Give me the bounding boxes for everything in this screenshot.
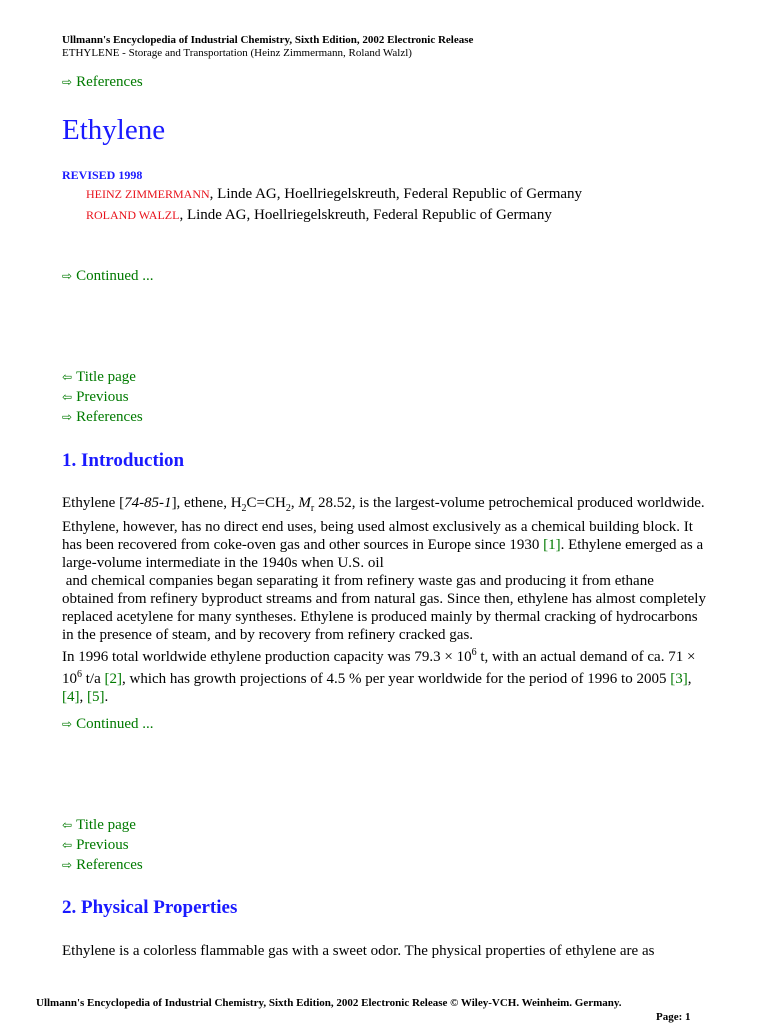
nav-links-1 [62,367,143,427]
arrow-left-icon: ⇦ [62,838,73,852]
section-heading-introduction: 1. Introduction [62,450,185,471]
citation-link[interactable]: [2] [104,671,122,687]
continued-link[interactable]: ⇨ Continued ... [62,268,154,284]
author-2 [86,205,582,226]
author-1 [86,184,582,205]
citation-link[interactable]: [4] [62,689,80,705]
header-subtitle: ETHYLENE - Storage and Transportation (Heinz Zimmermann, Roland Walzl) [62,47,412,59]
continued-link-2[interactable]: ⇨ Continued ... [62,716,154,732]
author-affiliation: , Linde AG, Hoellriegelskreuth, Federal Republic of Germany [179,207,552,223]
author-name: HEINZ ZIMMERMANN [86,187,210,201]
citation-link[interactable]: [3] [670,671,688,687]
revised-date: REVISED 1998 [62,168,143,182]
intro-paragraph: Ethylene [74-85-1], ethene, $H_2C=CH_2$, $M_r$ 28.52, is the largest-volume petrochemical produced worldwide. Ethylene, however, has no direct end uses, being used almost exclusively as a chemical building block. It has been recovered from coke-oven gas and other sources in Europe since 1930 [1]. Ethylene emerged as a large-volume intermediate in the 1940s when U.S. oil and chemical companies began separating it from refinery waste gas and producing it from ethane obtained from refinery byproduct streams and from natural gas. Since then, ethylene has almost completely replaced acetylene for many syntheses. Ethylene is produced mainly by thermal cracking of hydrocarbons in the presence of steam, and by recovery from refinery cracked gas. In 1996 total worldwide ethylene production capacity was $79.3 \times 10^6$ t, with an actual demand of ca. $71 \times 10^6$ t/a [2], which has growth projections of 4.5 % per year worldwide for the period of 1996 to 2005 [3], [4], [5]. [62,495,706,705]
references-link[interactable]: ⇨ References [62,857,143,873]
page-footer: Ullmann's Encyclopedia of Industrial Chemistry, Sixth Edition, 2002 Electronic Release © Wiley-VCH. Weinheim. Germany. [36,997,622,1009]
author-list [62,184,582,226]
page-header [62,34,752,60]
author-name: ROLAND WALZL [86,208,180,222]
arrow-right-icon: ⇨ [62,269,73,283]
title-page-link[interactable]: ⇦ Title page [62,369,136,385]
author-affiliation: , Linde AG, Hoellriegelskreuth, Federal Republic of Germany [209,186,583,202]
arrow-right-icon: ⇨ [62,717,73,731]
page-number: Page: 1 [656,1011,691,1023]
citation-link[interactable]: [5] [87,689,105,705]
arrow-left-icon: ⇦ [62,818,73,832]
arrow-right-icon: ⇨ [62,410,73,424]
arrow-right-icon: ⇨ [62,858,73,872]
references-link[interactable]: ⇨ References [62,409,143,425]
article-title: Ethylene [62,114,166,146]
section-heading-physical-properties: 2. Physical Properties [62,897,238,918]
previous-link[interactable]: ⇦ Previous [62,837,129,853]
physical-properties-paragraph: Ethylene is a colorless flammable gas with a sweet odor. The physical properties of ethylene are as [62,943,655,959]
arrow-left-icon: ⇦ [62,370,73,384]
arrow-left-icon: ⇦ [62,390,73,404]
previous-link[interactable]: ⇦ Previous [62,389,129,405]
references-link-top[interactable]: ⇨ References [62,74,143,90]
header-title: Ullmann's Encyclopedia of Industrial Chemistry, Sixth Edition, 2002 Electronic Release [62,34,474,46]
nav-links-2 [62,815,143,875]
citation-link[interactable]: [1] [543,537,561,553]
title-page-link[interactable]: ⇦ Title page [62,817,136,833]
arrow-right-icon: ⇨ [62,75,73,89]
